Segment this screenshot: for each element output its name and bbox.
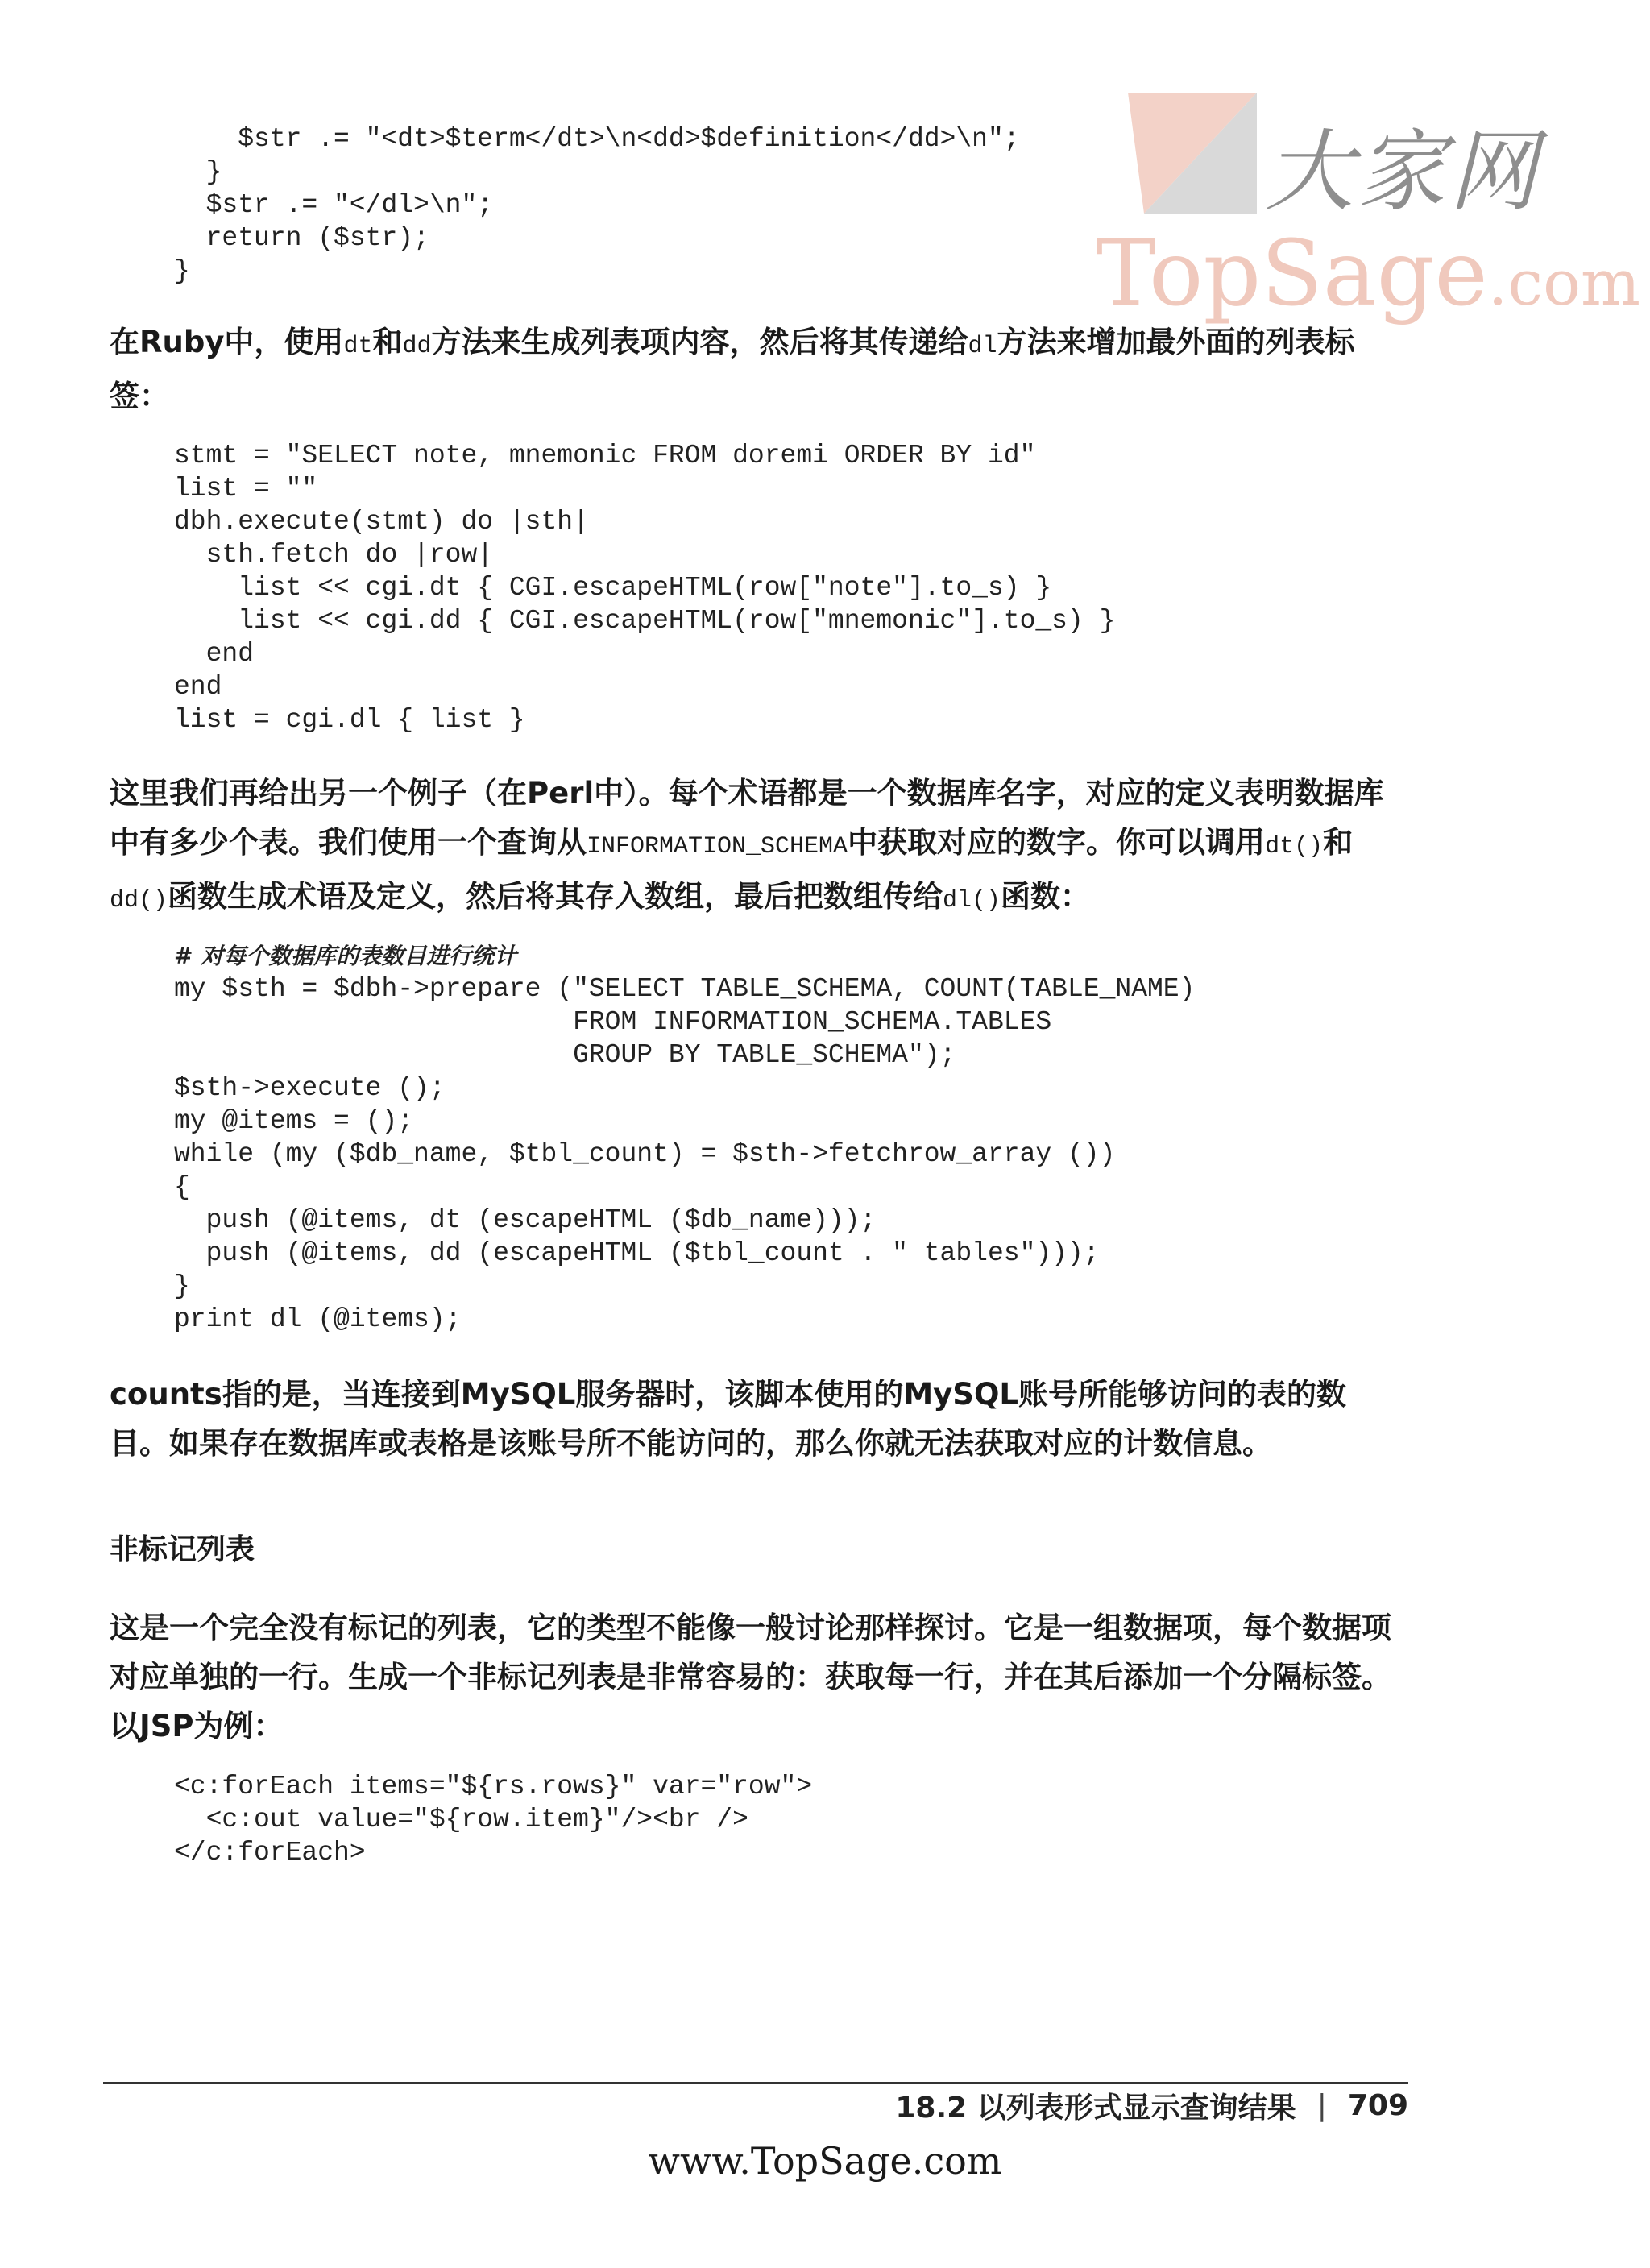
code-line: my @items = (); [174,1106,414,1136]
page-number: 709 [1347,2089,1408,2122]
code-block-php [174,122,1020,288]
code-line: return ($str); [174,223,429,253]
code-line: } [174,256,190,286]
footer-section-title: 18.2 以列表形式显示查询结果 [895,2092,1296,2125]
code-line: FROM INFORMATION_SCHEMA.TABLES [174,1007,1052,1037]
watermark-chinese-text: 大家网 [1265,120,1540,223]
code-line: my $sth = $dbh->prepare ("SELECT TABLE_SCHEMA, COUNT(TABLE_NAME) [174,974,1196,1004]
code-line: $sth->execute (); [174,1073,446,1103]
code-line: list = "" [174,474,318,504]
watermark-site-text: TopSage.com [1096,222,1641,326]
section-heading-unmarked-list: 非标记列表 [110,1533,255,1566]
code-line: list = cgi.dl { list } [174,705,525,735]
code-line: $str .= "<dt>$term</dt>\n<dd>$definition</dd>\n"; [174,124,1020,154]
paragraph-unmarked-list: 这是一个完全没有标记的列表，它的类型不能像一般讨论那样探讨。它是一组数据项，每个数据项对应单独的一行。生成一个非标记列表是非常容易的：获取每一行，并在其后添加一个分隔标签。以JSP为例： [110,1611,1391,1743]
code-line: </c:forEach> [174,1838,366,1868]
topsage-logo-icon [1120,85,1265,222]
code-line: <c:forEach items="${rs.rows}" var="row"> [174,1772,813,1802]
code-line: end [174,672,222,702]
code-line: while (my ($db_name, $tbl_count) = $sth->fetchrow_array ()) [174,1139,1116,1169]
code-block-jsp [174,1770,812,1869]
code-comment: # 对每个数据库的表数目进行统计 [174,943,517,969]
code-line: list << cgi.dt { CGI.escapeHTML(row["note"].to_s) } [174,573,1052,603]
code-line: GROUP BY TABLE_SCHEMA"); [174,1040,956,1070]
code-line: sth.fetch do |row| [174,540,494,570]
footer-rule [103,2082,1408,2084]
code-line: list << cgi.dd { CGI.escapeHTML(row["mnemonic"].to_s) } [174,606,1116,636]
code-block-ruby [174,439,1115,736]
site-url: www.TopSage.com [648,2139,1002,2183]
code-line: } [174,1271,190,1301]
code-line: push (@items, dd (escapeHTML ($tbl_count . " tables"))); [174,1238,1100,1268]
code-block-perl [174,939,1195,1336]
code-line: push (@items, dt (escapeHTML ($db_name))); [174,1205,877,1235]
code-line: $str .= "</dl>\n"; [174,190,494,220]
page-footer [895,2085,1408,2126]
paragraph-perl: 这里我们再给出另一个例子（在Perl中）。每个术语都是一个数据库名字，对应的定义表明数据库中有多少个表。我们使用一个查询从INFORMATION_SCHEMA中获取对应的数字。你可以调用dt()和dd()函数生成术语及定义，然后将其存入数组，最后把数组传给dl()函数： [110,776,1384,914]
code-line: <c:out value="${row.item}"/><br /> [174,1805,748,1835]
paragraph-counts: counts指的是，当连接到MySQL服务器时，该脚本使用的MySQL账号所能够访问的表的数目。如果存在数据库或表格是该账号所不能访问的，那么你就无法获取对应的计数信息。 [110,1377,1346,1461]
code-line: end [174,639,255,669]
paragraph-ruby: 在Ruby中，使用dt和dd方法来生成列表项内容，然后将其传递给dl方法来增加最外面的列表标签： [110,325,1355,413]
code-line: } [174,157,222,187]
code-line: dbh.execute(stmt) do |sth| [174,507,589,537]
footer-separator: | [1316,2089,1327,2122]
code-line: stmt = "SELECT note, mnemonic FROM doremi ORDER BY id" [174,441,1036,471]
code-line: { [174,1172,190,1202]
code-line: print dl (@items); [174,1304,462,1334]
topsage-watermark [1096,77,1641,334]
